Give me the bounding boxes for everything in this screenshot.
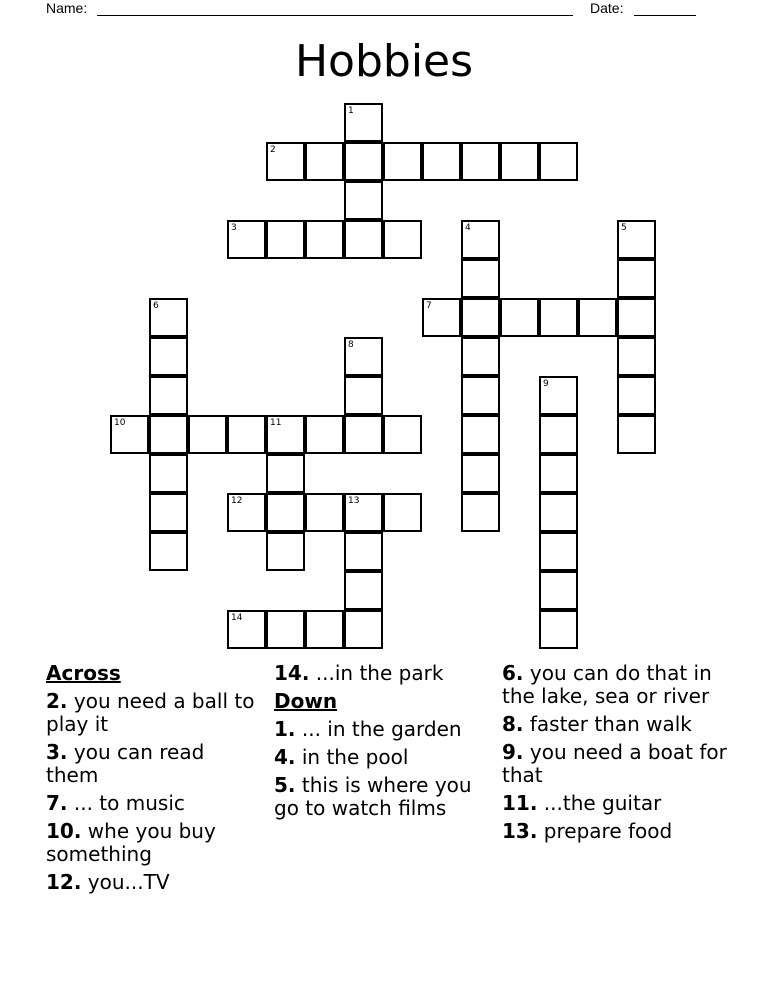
grid-cell[interactable] bbox=[539, 454, 578, 493]
cell-number: 6 bbox=[153, 301, 159, 311]
clue-number: 12. bbox=[46, 870, 82, 894]
clue-text: you need a ball to play it bbox=[46, 689, 255, 736]
clue-number: 11. bbox=[502, 791, 538, 815]
grid-cell[interactable] bbox=[305, 415, 344, 454]
grid-cell[interactable] bbox=[227, 220, 266, 259]
grid-cell[interactable] bbox=[539, 298, 578, 337]
clue-number: 1. bbox=[274, 717, 296, 741]
cell-number: 12 bbox=[231, 496, 243, 506]
grid-cell[interactable] bbox=[617, 220, 656, 259]
clue-down-1 bbox=[274, 718, 484, 741]
clue-down-6 bbox=[502, 662, 742, 708]
clue-number: 13. bbox=[502, 819, 538, 843]
clue-text: ... in the garden bbox=[301, 717, 462, 741]
grid-cell[interactable] bbox=[188, 415, 227, 454]
clue-number: 9. bbox=[502, 740, 524, 764]
clue-down-9 bbox=[502, 741, 742, 787]
cell-number: 3 bbox=[231, 223, 237, 233]
clue-text: you need a boat for that bbox=[502, 740, 727, 787]
grid-cell[interactable] bbox=[539, 610, 578, 649]
grid-cell[interactable] bbox=[383, 142, 422, 181]
grid-cell[interactable] bbox=[266, 415, 305, 454]
grid-cell[interactable] bbox=[149, 493, 188, 532]
clue-number: 8. bbox=[502, 712, 524, 736]
grid-cell[interactable] bbox=[344, 337, 383, 376]
grid-cell[interactable] bbox=[461, 376, 500, 415]
clue-text: ...the guitar bbox=[543, 791, 662, 815]
grid-cell[interactable] bbox=[149, 376, 188, 415]
clue-text: you...TV bbox=[87, 870, 170, 894]
grid-cell[interactable] bbox=[383, 220, 422, 259]
clues-column-2 bbox=[274, 662, 484, 825]
clue-text: ... to music bbox=[73, 791, 185, 815]
clue-down-4 bbox=[274, 746, 484, 769]
grid-cell[interactable] bbox=[539, 571, 578, 610]
date-label: Date: bbox=[590, 0, 624, 16]
grid-cell[interactable] bbox=[617, 259, 656, 298]
across-heading: Across bbox=[46, 661, 121, 685]
grid-cell[interactable] bbox=[266, 220, 305, 259]
cell-number: 5 bbox=[621, 223, 627, 233]
clue-text: this is where you go to watch films bbox=[274, 773, 472, 820]
grid-cell[interactable] bbox=[266, 532, 305, 571]
grid-cell[interactable] bbox=[266, 454, 305, 493]
clue-down-11 bbox=[502, 792, 742, 815]
grid-cell[interactable] bbox=[461, 493, 500, 532]
grid-cell[interactable] bbox=[617, 376, 656, 415]
grid-cell[interactable] bbox=[344, 220, 383, 259]
clue-number: 6. bbox=[502, 661, 524, 685]
grid-cell[interactable] bbox=[539, 415, 578, 454]
grid-cell[interactable] bbox=[617, 415, 656, 454]
clue-number: 3. bbox=[46, 740, 68, 764]
grid-cell[interactable] bbox=[149, 454, 188, 493]
grid-cell[interactable] bbox=[227, 415, 266, 454]
grid-cell[interactable] bbox=[344, 181, 383, 220]
cell-number: 8 bbox=[348, 340, 354, 350]
grid-cell[interactable] bbox=[227, 610, 266, 649]
grid-cell[interactable] bbox=[266, 610, 305, 649]
grid-cell[interactable] bbox=[305, 610, 344, 649]
cell-number: 7 bbox=[426, 301, 432, 311]
grid-cell[interactable] bbox=[149, 415, 188, 454]
grid-cell[interactable] bbox=[617, 298, 656, 337]
cell-number: 10 bbox=[114, 418, 126, 428]
clue-text: ...in the park bbox=[315, 661, 444, 685]
grid-cell[interactable] bbox=[539, 376, 578, 415]
clue-down-13 bbox=[502, 820, 742, 843]
clue-text: whe you buy something bbox=[46, 819, 216, 866]
clue-text: you can read them bbox=[46, 740, 205, 787]
grid-cell[interactable] bbox=[344, 376, 383, 415]
clue-across-12 bbox=[46, 871, 256, 894]
clue-across-7 bbox=[46, 792, 256, 815]
clue-number: 7. bbox=[46, 791, 68, 815]
grid-cell[interactable] bbox=[344, 610, 383, 649]
grid-cell[interactable] bbox=[461, 415, 500, 454]
grid-cell[interactable] bbox=[149, 337, 188, 376]
grid-cell[interactable] bbox=[266, 142, 305, 181]
grid-cell[interactable] bbox=[383, 493, 422, 532]
cell-number: 9 bbox=[543, 379, 549, 389]
cell-number: 2 bbox=[270, 145, 276, 155]
grid-cell[interactable] bbox=[305, 493, 344, 532]
grid-cell[interactable] bbox=[500, 298, 539, 337]
clue-text: prepare food bbox=[543, 819, 673, 843]
grid-cell[interactable] bbox=[617, 337, 656, 376]
clue-across-14 bbox=[274, 662, 484, 685]
grid-cell[interactable] bbox=[344, 532, 383, 571]
clue-text: faster than walk bbox=[529, 712, 692, 736]
cell-number: 13 bbox=[348, 496, 360, 506]
grid-cell[interactable] bbox=[461, 454, 500, 493]
cell-number: 4 bbox=[465, 223, 471, 233]
clue-across-10 bbox=[46, 820, 256, 866]
clue-number: 10. bbox=[46, 819, 82, 843]
grid-cell[interactable] bbox=[539, 493, 578, 532]
grid-cell[interactable] bbox=[500, 142, 539, 181]
clue-text: you can do that in the lake, sea or river bbox=[502, 661, 712, 708]
grid-cell[interactable] bbox=[578, 298, 617, 337]
grid-cell[interactable] bbox=[461, 337, 500, 376]
clues-column-1 bbox=[46, 662, 256, 899]
grid-cell[interactable] bbox=[149, 532, 188, 571]
grid-cell[interactable] bbox=[305, 142, 344, 181]
grid-cell[interactable] bbox=[461, 259, 500, 298]
cell-number: 14 bbox=[231, 613, 243, 623]
grid-cell[interactable] bbox=[344, 493, 383, 532]
clue-across-3 bbox=[46, 741, 256, 787]
clue-number: 14. bbox=[274, 661, 310, 685]
grid-cell[interactable] bbox=[305, 220, 344, 259]
grid-cell[interactable] bbox=[383, 415, 422, 454]
clue-number: 4. bbox=[274, 745, 296, 769]
name-label: Name: bbox=[46, 0, 88, 16]
puzzle-title: Hobbies bbox=[294, 36, 474, 87]
grid-cell[interactable] bbox=[461, 220, 500, 259]
grid-cell[interactable] bbox=[344, 103, 383, 142]
grid-cell[interactable] bbox=[110, 415, 149, 454]
grid-cell[interactable] bbox=[344, 142, 383, 181]
grid-cell[interactable] bbox=[422, 142, 461, 181]
grid-cell[interactable] bbox=[149, 298, 188, 337]
grid-cell[interactable] bbox=[344, 415, 383, 454]
clue-across-2 bbox=[46, 690, 256, 736]
clue-number: 2. bbox=[46, 689, 68, 713]
grid-cell[interactable] bbox=[461, 298, 500, 337]
grid-cell[interactable] bbox=[266, 493, 305, 532]
cell-number: 1 bbox=[348, 106, 354, 116]
cell-number: 11 bbox=[270, 418, 282, 428]
grid-cell[interactable] bbox=[461, 142, 500, 181]
clue-down-8 bbox=[502, 713, 742, 736]
grid-cell[interactable] bbox=[539, 142, 578, 181]
grid-cell[interactable] bbox=[422, 298, 461, 337]
grid-cell[interactable] bbox=[344, 571, 383, 610]
clues-column-3 bbox=[502, 662, 742, 848]
clue-down-5 bbox=[274, 774, 484, 820]
grid-cell[interactable] bbox=[539, 532, 578, 571]
clue-number: 5. bbox=[274, 773, 296, 797]
clue-text: in the pool bbox=[301, 745, 409, 769]
grid-cell[interactable] bbox=[227, 493, 266, 532]
down-heading: Down bbox=[274, 689, 338, 713]
